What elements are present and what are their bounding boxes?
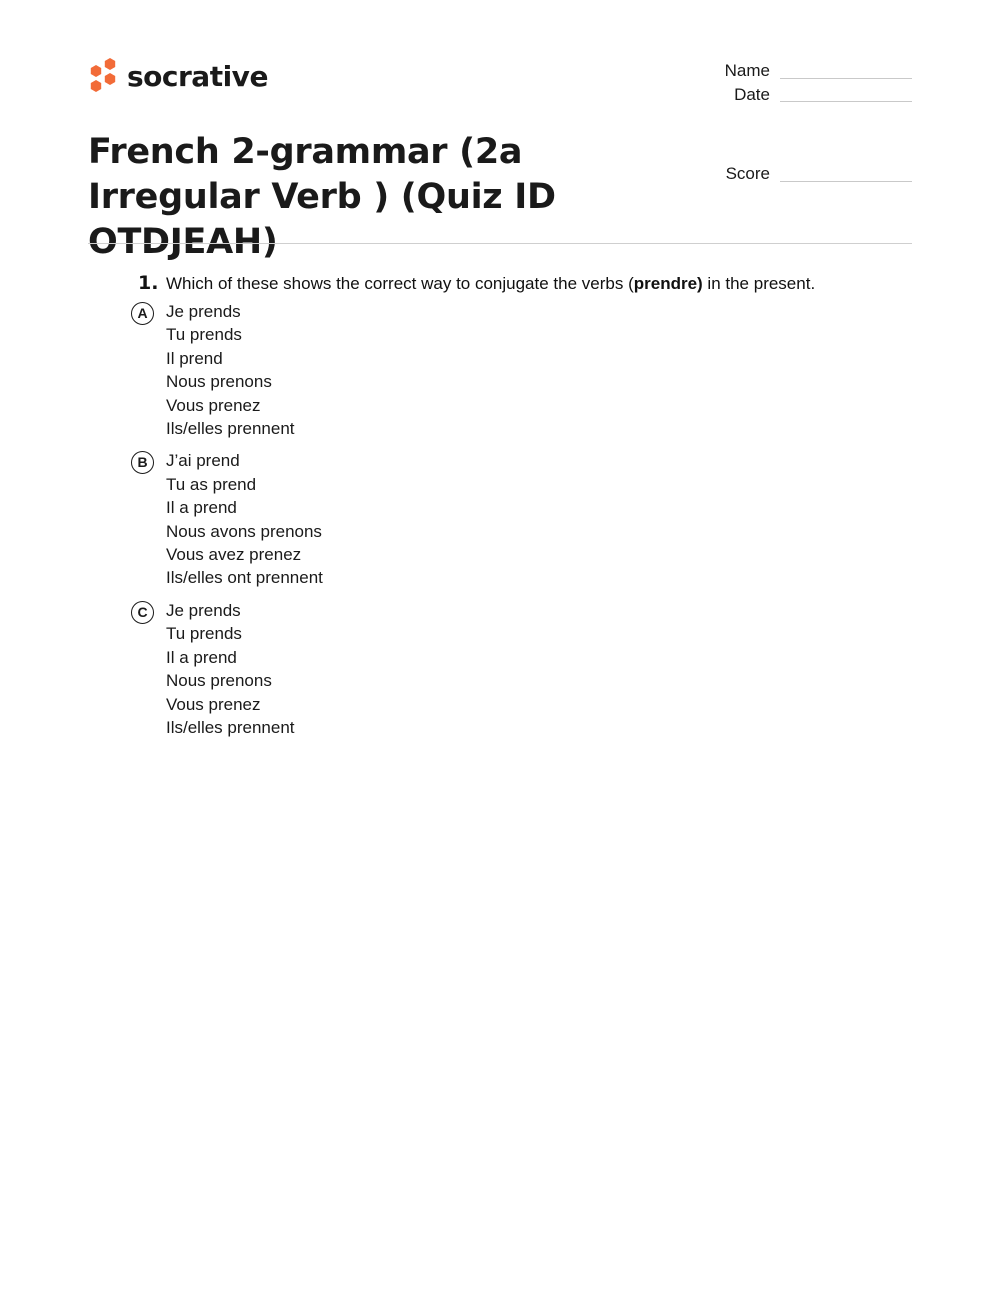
- hexagon-cluster-logo-icon: [88, 57, 118, 97]
- option-line: Ils/elles ont prennent: [166, 568, 323, 588]
- option-line: Il a prend: [166, 647, 237, 667]
- option-line: Vous prenez: [166, 694, 261, 714]
- option-c[interactable]: [130, 599, 910, 739]
- header-divider: [88, 243, 912, 244]
- question-verb: prendre): [633, 274, 703, 293]
- question-prompt-row: [130, 270, 910, 298]
- question-text-start: Which of these shows the correct way to conjugate the verbs (: [166, 274, 634, 293]
- option-line: Il prend: [166, 348, 223, 368]
- option-line: Tu prends: [166, 624, 242, 644]
- question-number: 1.: [138, 272, 159, 294]
- option-letter-badge[interactable]: C: [131, 601, 154, 624]
- date-field[interactable]: [780, 101, 912, 102]
- score-field[interactable]: [780, 181, 912, 182]
- option-line: J’ai prend: [166, 451, 240, 471]
- brand-name: socrative: [127, 60, 268, 93]
- option-a[interactable]: [130, 300, 910, 440]
- option-line: Ils/elles prennent: [166, 717, 295, 737]
- option-line: Je prends: [166, 302, 241, 321]
- score-label: Score: [725, 164, 770, 183]
- option-a-lines: [166, 300, 910, 440]
- name-label: Name: [724, 61, 770, 80]
- option-b-lines: [166, 449, 910, 589]
- option-c-lines: [166, 599, 910, 739]
- option-line: Vous avez prenez: [166, 545, 302, 565]
- question-text-end: in the present.: [702, 274, 816, 293]
- option-b[interactable]: [130, 449, 910, 589]
- option-line: Il a prend: [166, 498, 237, 518]
- option-letter-badge[interactable]: A: [131, 302, 154, 325]
- date-label: Date: [734, 85, 770, 104]
- option-line: Je prends: [166, 600, 241, 620]
- question-text: [166, 271, 815, 297]
- question-1: [130, 270, 910, 739]
- option-line: Tu prends: [166, 325, 242, 345]
- option-letter-badge[interactable]: B: [131, 451, 154, 474]
- socrative-logo: [88, 57, 268, 97]
- option-line: Ils/elles prennent: [166, 419, 295, 439]
- option-line: Tu as prend: [166, 474, 257, 494]
- option-line: Nous avons prenons: [166, 521, 322, 541]
- name-field[interactable]: [780, 78, 912, 79]
- option-line: Nous prenons: [166, 372, 272, 392]
- option-line: Vous prenez: [166, 395, 261, 415]
- quiz-title: French 2-grammar (2a Irregular Verb ) (Quiz ID OTDJEAH): [88, 132, 556, 262]
- option-line: Nous prenons: [166, 671, 272, 691]
